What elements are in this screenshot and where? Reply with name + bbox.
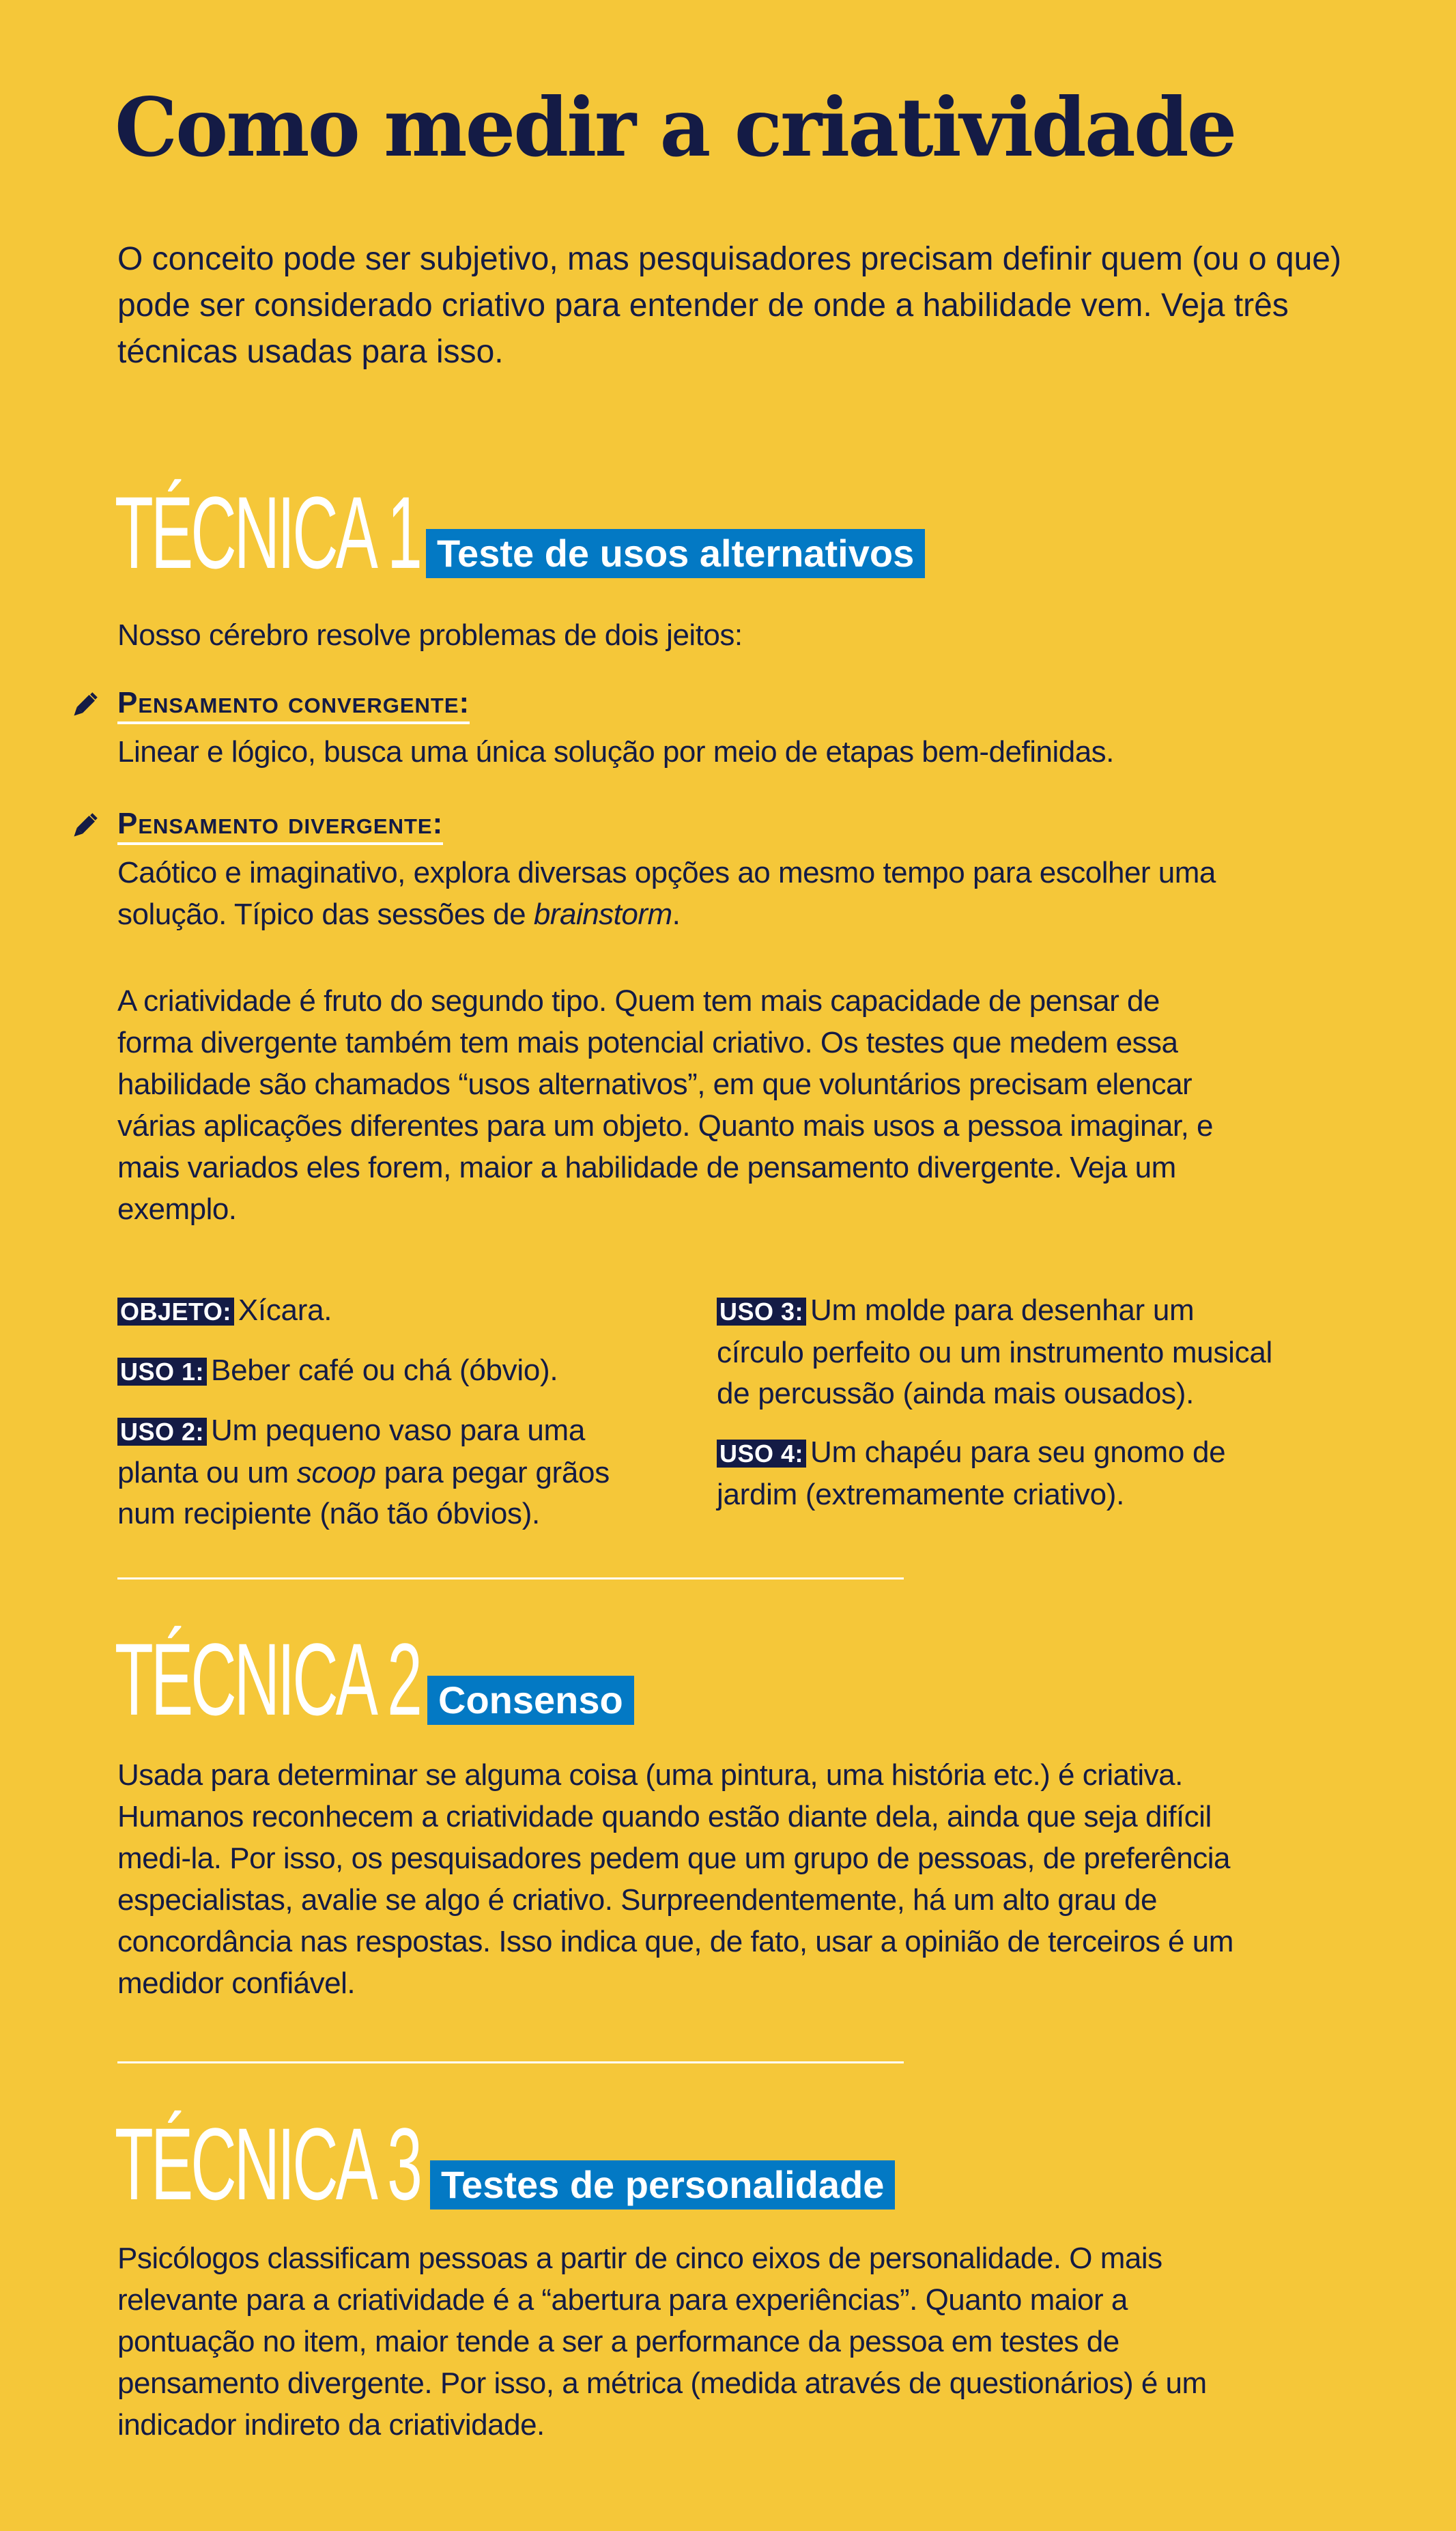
desc-text: . bbox=[672, 898, 681, 931]
use-text: Xícara. bbox=[238, 1293, 332, 1327]
uses-right-column bbox=[717, 1290, 1276, 1533]
bullet-desc: Linear e lógico, busca uma única solução por meio de etapas bem-definidas. bbox=[117, 735, 1114, 769]
desc-text: Caótico e imaginativo, explora diversas opções ao mesmo tempo para escolher uma solução. Típico das sessões de bbox=[117, 856, 1216, 931]
technique-1-paragraph: A criatividade é fruto do segundo tipo. Quem tem mais capacidade de pensar de forma divergente também tem mais potencial criativo. Os testes que medem essa habilidade são chamados “usos alternativos”, em que voluntários precisam elencar várias aplicações diferentes para um objeto. Quanto mais usos a pessoa imaginar, e mais variados eles forem, maior a habilidade de pensamento divergente. Veja um exemplo. bbox=[117, 984, 1214, 1226]
technique-2-heading: TÉCNICA 2 bbox=[115, 1622, 420, 1736]
technique-1-lead: Nosso cérebro resolve problemas de dois jeitos: bbox=[117, 618, 743, 652]
tag-use-4: USO 4: bbox=[717, 1440, 806, 1468]
section-divider bbox=[117, 2061, 904, 2063]
desc-italic: brainstorm bbox=[533, 898, 672, 931]
bullet-divergent bbox=[68, 807, 1251, 935]
technique-3-label: Testes de personalidade bbox=[430, 2160, 895, 2210]
tag-object: OBJETO: bbox=[117, 1298, 234, 1326]
example-object bbox=[117, 1290, 663, 1332]
tag-use-1: USO 1: bbox=[117, 1358, 207, 1386]
technique-1-header bbox=[115, 475, 915, 590]
tag-use-2: USO 2: bbox=[117, 1418, 207, 1446]
example-use-4 bbox=[717, 1432, 1276, 1515]
technique-3-heading: TÉCNICA 3 bbox=[115, 2106, 420, 2221]
use-italic: scoop bbox=[296, 1456, 376, 1489]
example-use-1 bbox=[117, 1350, 663, 1392]
page-title: Como medir a criatividade bbox=[115, 80, 1236, 175]
use-text: para pegar grãos num recipiente (não tão óbvios). bbox=[117, 1456, 610, 1530]
example-use-3 bbox=[717, 1290, 1276, 1414]
use-text: Um pequeno vaso para uma planta ou um bbox=[117, 1414, 586, 1489]
technique-2-paragraph: Usada para determinar se alguma coisa (uma pintura, uma história etc.) é criativa. Humanos reconhecem a criatividade quando estão diante dela, ainda que seja difícil medi-la. Por isso, os pesquisadores pedem que um grupo de pessoas, de preferência especialistas, avalie se algo é criativo. Surpreendentemente, há um alto grau de concordância nas respostas. Isso indica que, de fato, usar a opinião de terceiros é um medidor confiável. bbox=[117, 1758, 1233, 2000]
pencil-icon bbox=[68, 810, 101, 842]
section-divider bbox=[117, 1577, 904, 1579]
example-use-2 bbox=[117, 1410, 663, 1534]
tag-use-3: USO 3: bbox=[717, 1298, 806, 1326]
technique-1-heading: TÉCNICA 1 bbox=[115, 475, 420, 590]
uses-left-column bbox=[117, 1290, 663, 1552]
bullet-convergent bbox=[68, 686, 1251, 773]
technique-3-header bbox=[115, 2106, 885, 2221]
technique-3-paragraph: Psicólogos classificam pessoas a partir de cinco eixos de personalidade. O mais relevante para a criatividade é a “abertura para experiências”. Quanto maior a pontuação no item, maior tende a ser a performance da pessoa em testes de pensamento divergente. Por isso, a métrica (medida através de questionários) é um indicador indireto da criatividade. bbox=[117, 2242, 1207, 2442]
use-text: Um molde para desenhar um círculo perfeito ou um instrumento musical de percussão (ainda mais ousados). bbox=[717, 1293, 1272, 1410]
technique-1-label: Teste de usos alternativos bbox=[426, 529, 925, 578]
use-text: Beber café ou chá (óbvio). bbox=[211, 1354, 558, 1387]
bullet-desc bbox=[117, 852, 1251, 935]
intro-text: O conceito pode ser subjetivo, mas pesquisadores precisam definir quem (ou o que) pode ser considerado criativo para entender de onde a habilidade vem. Veja três técnicas usadas para isso. bbox=[117, 241, 1341, 370]
bullet-title: Pensamento divergente: bbox=[117, 807, 443, 845]
bullet-title: Pensamento convergente: bbox=[117, 686, 470, 724]
technique-2-label: Consenso bbox=[427, 1676, 634, 1725]
pencil-icon bbox=[68, 689, 101, 721]
use-text: Um chapéu para seu gnomo de jardim (extremamente criativo). bbox=[717, 1435, 1226, 1511]
technique-2-header bbox=[115, 1622, 623, 1736]
